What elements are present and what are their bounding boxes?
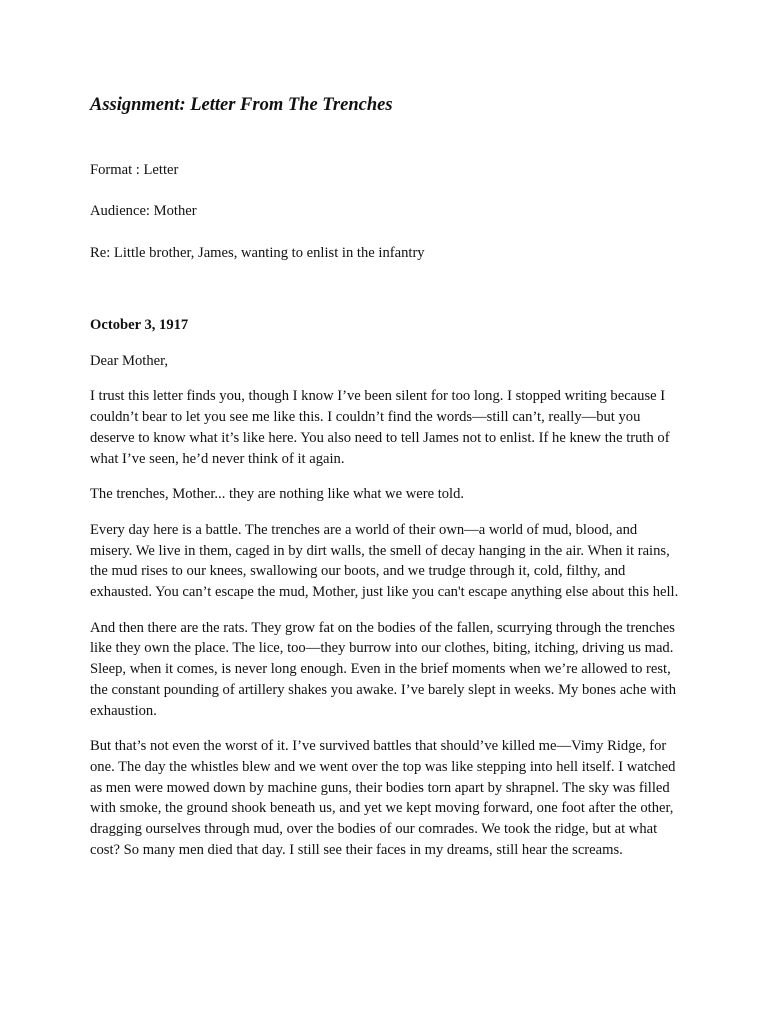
letter-date: October 3, 1917 bbox=[90, 317, 189, 333]
re-line: Re: Little brother, James, wanting to enlist in the infantry bbox=[90, 245, 425, 261]
letter-paragraph: And then there are the rats. They grow fat on the bodies of the fallen, scurrying through the trenches like they own the place. The lice, too—they burrow into our clothes, biting, itching, driving us mad. Sleep, when it comes, is never long enough. Even in the brief moments when we’re allowed to rest, the constant pounding of artillery shakes you awake. I’ve barely slept in weeks. My bones ache with exhaustion. bbox=[90, 619, 677, 719]
letter-paragraph: Every day here is a battle. The trenches are a world of their own—a world of mud, blood, and misery. We live in them, caged in by dirt walls, the smell of decay hanging in the air. When it rains, the mud rises to our knees, swallowing our boots, and we trudge through it, cold, filthy, and exhausted. You can’t escape the mud, Mother, just like you can't escape anything else about this hell. bbox=[90, 521, 679, 601]
assignment-title: Assignment: Letter From The Trenches bbox=[90, 95, 393, 115]
letter-body bbox=[90, 315, 682, 875]
audience-line: Audience: Mother bbox=[90, 203, 197, 219]
letter-paragraph: I trust this letter finds you, though I know I’ve been silent for too long. I stopped writing because I couldn’t bear to let you see me like this. I couldn’t find the words—still can’t, really—but you deserve to know what it’s like here. You also need to tell James not to enlist. If he knew the truth of what I’ve seen, he’d never think of it again. bbox=[90, 388, 670, 467]
letter-paragraph: But that’s not even the worst of it. I’ve survived battles that should’ve killed me—Vimy Ridge, for one. The day the whistles blew and we went over the top was like stepping into hell itself. I watched as men were mowed down by machine guns, their bodies torn apart by shrapnel. The sky was filled with smoke, the ground shook beneath us, and yet we kept moving forward, one foot after the other, dragging ourselves through mud, over the bodies of our comrades. We took the ridge, but at what cost? So many men died that day. I still see their faces in my dreams, still hear the screams. bbox=[90, 738, 676, 858]
letter-paragraph: The trenches, Mother... they are nothing like what we were told. bbox=[90, 486, 465, 503]
format-line: Format : Letter bbox=[90, 162, 179, 178]
letter-salutation: Dear Mother, bbox=[90, 352, 169, 369]
